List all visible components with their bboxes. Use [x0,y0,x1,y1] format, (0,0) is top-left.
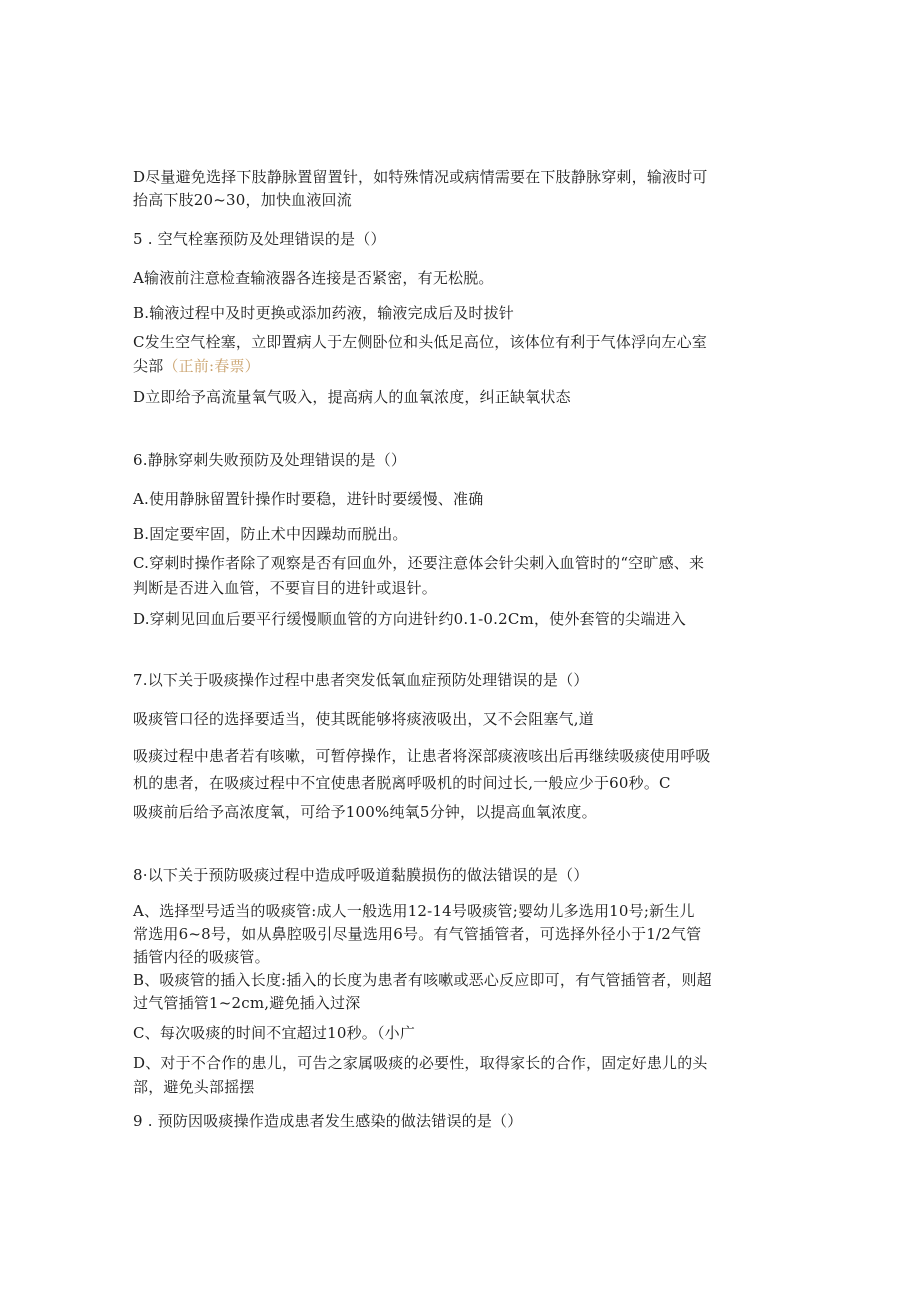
q7-line4: 吸痰前后给予高浓度氧，可给予100%纯氧5分钟，以提高血氧浓度。 [133,803,597,821]
q9-question: 9 . 预防因吸痰操作造成患者发生感染的做法错误的是（） [133,1112,523,1130]
q7-line1: 吸痰管口径的选择要适当，使其既能够将痰液吸出，又不会阻塞气,道 [133,710,594,728]
handwritten-note: （正前:春票） [163,357,260,375]
q7-line2: 吸痰过程中患者若有咳嗽，可暂停操作，让患者将深部痰液咳出后再继续吸痰使用呼吸 [133,747,711,765]
q8-option-c: C、每次吸痰的时间不宜超过10秒。（小广 [133,1024,416,1042]
q5-option-b: B.输液过程中及时更换或添加药液，输液完成后及时拔针 [133,304,514,322]
q4-option-d-line1: D尽量避免选择下肢静脉置留置针，如特殊情况或病情需要在下肢静脉穿刺，输液时可 [133,168,708,186]
q6-option-c-line1: C.穿刺时操作者除了观察是否有回血外，还要注意体会针尖刺入血管时的“空旷感、来 [133,554,705,572]
q6-option-a: A.使用静脉留置针操作时要稳，进针时要缓慢、准确 [133,490,484,508]
q8-question: 8·以下关于预防吸痰过程中造成呼吸道黏膜损伤的做法错误的是（） [133,866,589,884]
q4-option-d-line2: 抬高下肢20~30，加快血液回流 [133,191,352,209]
q6-option-d: D.穿刺见回血后要平行缓慢顺血管的方向进针约0.1-0.2Cm，使外套管的尖端进入 [133,610,686,628]
q6-question: 6.静脉穿刺失败预防及处理错误的是（） [133,451,407,469]
q8-option-a-line3: 插管内径的吸痰管。 [133,948,270,966]
q5-question: 5 . 空气栓塞预防及处理错误的是（） [133,230,386,248]
q8-option-a-line1: A、选择型号适当的吸痰管:成人一般选用12-14号吸痰管;婴幼儿多选用10号;新生儿 [133,902,695,920]
q7-line3: 机的患者，在吸痰过程中不宜使患者脱离呼吸机的时间过长,一般应少于60秒。C [133,774,671,792]
q5-option-d: D立即给予高流量氧气吸入，提高病人的血氧浓度，纠正缺氧状态 [133,388,571,406]
q5-option-c-text: 尖部 [133,357,164,375]
q5-option-a: A输液前注意检查输液器各连接是否紧密，有无松脱。 [133,269,494,287]
q8-option-b-line1: B、吸痰管的插入长度:插入的长度为患者有咳嗽或恶心反应即可，有气管插管者，则超 [133,971,712,989]
q8-option-d-line1: D、对于不合作的患儿，可告之家属吸痰的必要性，取得家长的合作，固定好患儿的头 [133,1054,708,1072]
q5-option-c-line1: C发生空气栓塞，立即置病人于左侧卧位和头低足高位，该体位有利于气体浮向左心室 [133,333,708,351]
q8-option-b-line2: 过气管插管1~2cm,避免插入过深 [133,994,361,1012]
q6-option-b: B.固定要牢固，防止术中因躁劫而脱出。 [133,525,408,543]
q8-option-d-line2: 部，避免头部摇摆 [133,1078,255,1096]
q6-option-c-line2: 判断是否进入血管，不要盲目的进针或退针。 [133,579,438,597]
q8-option-a-line2: 常选用6~8号，如从鼻腔吸引尽量选用6号。有气管插管者，可选择外径小于1/2气管 [133,925,702,943]
q5-option-c-line2 [133,356,260,376]
q7-question: 7.以下关于吸痰操作过程中患者突发低氧血症预防处理错误的是（） [133,671,589,689]
